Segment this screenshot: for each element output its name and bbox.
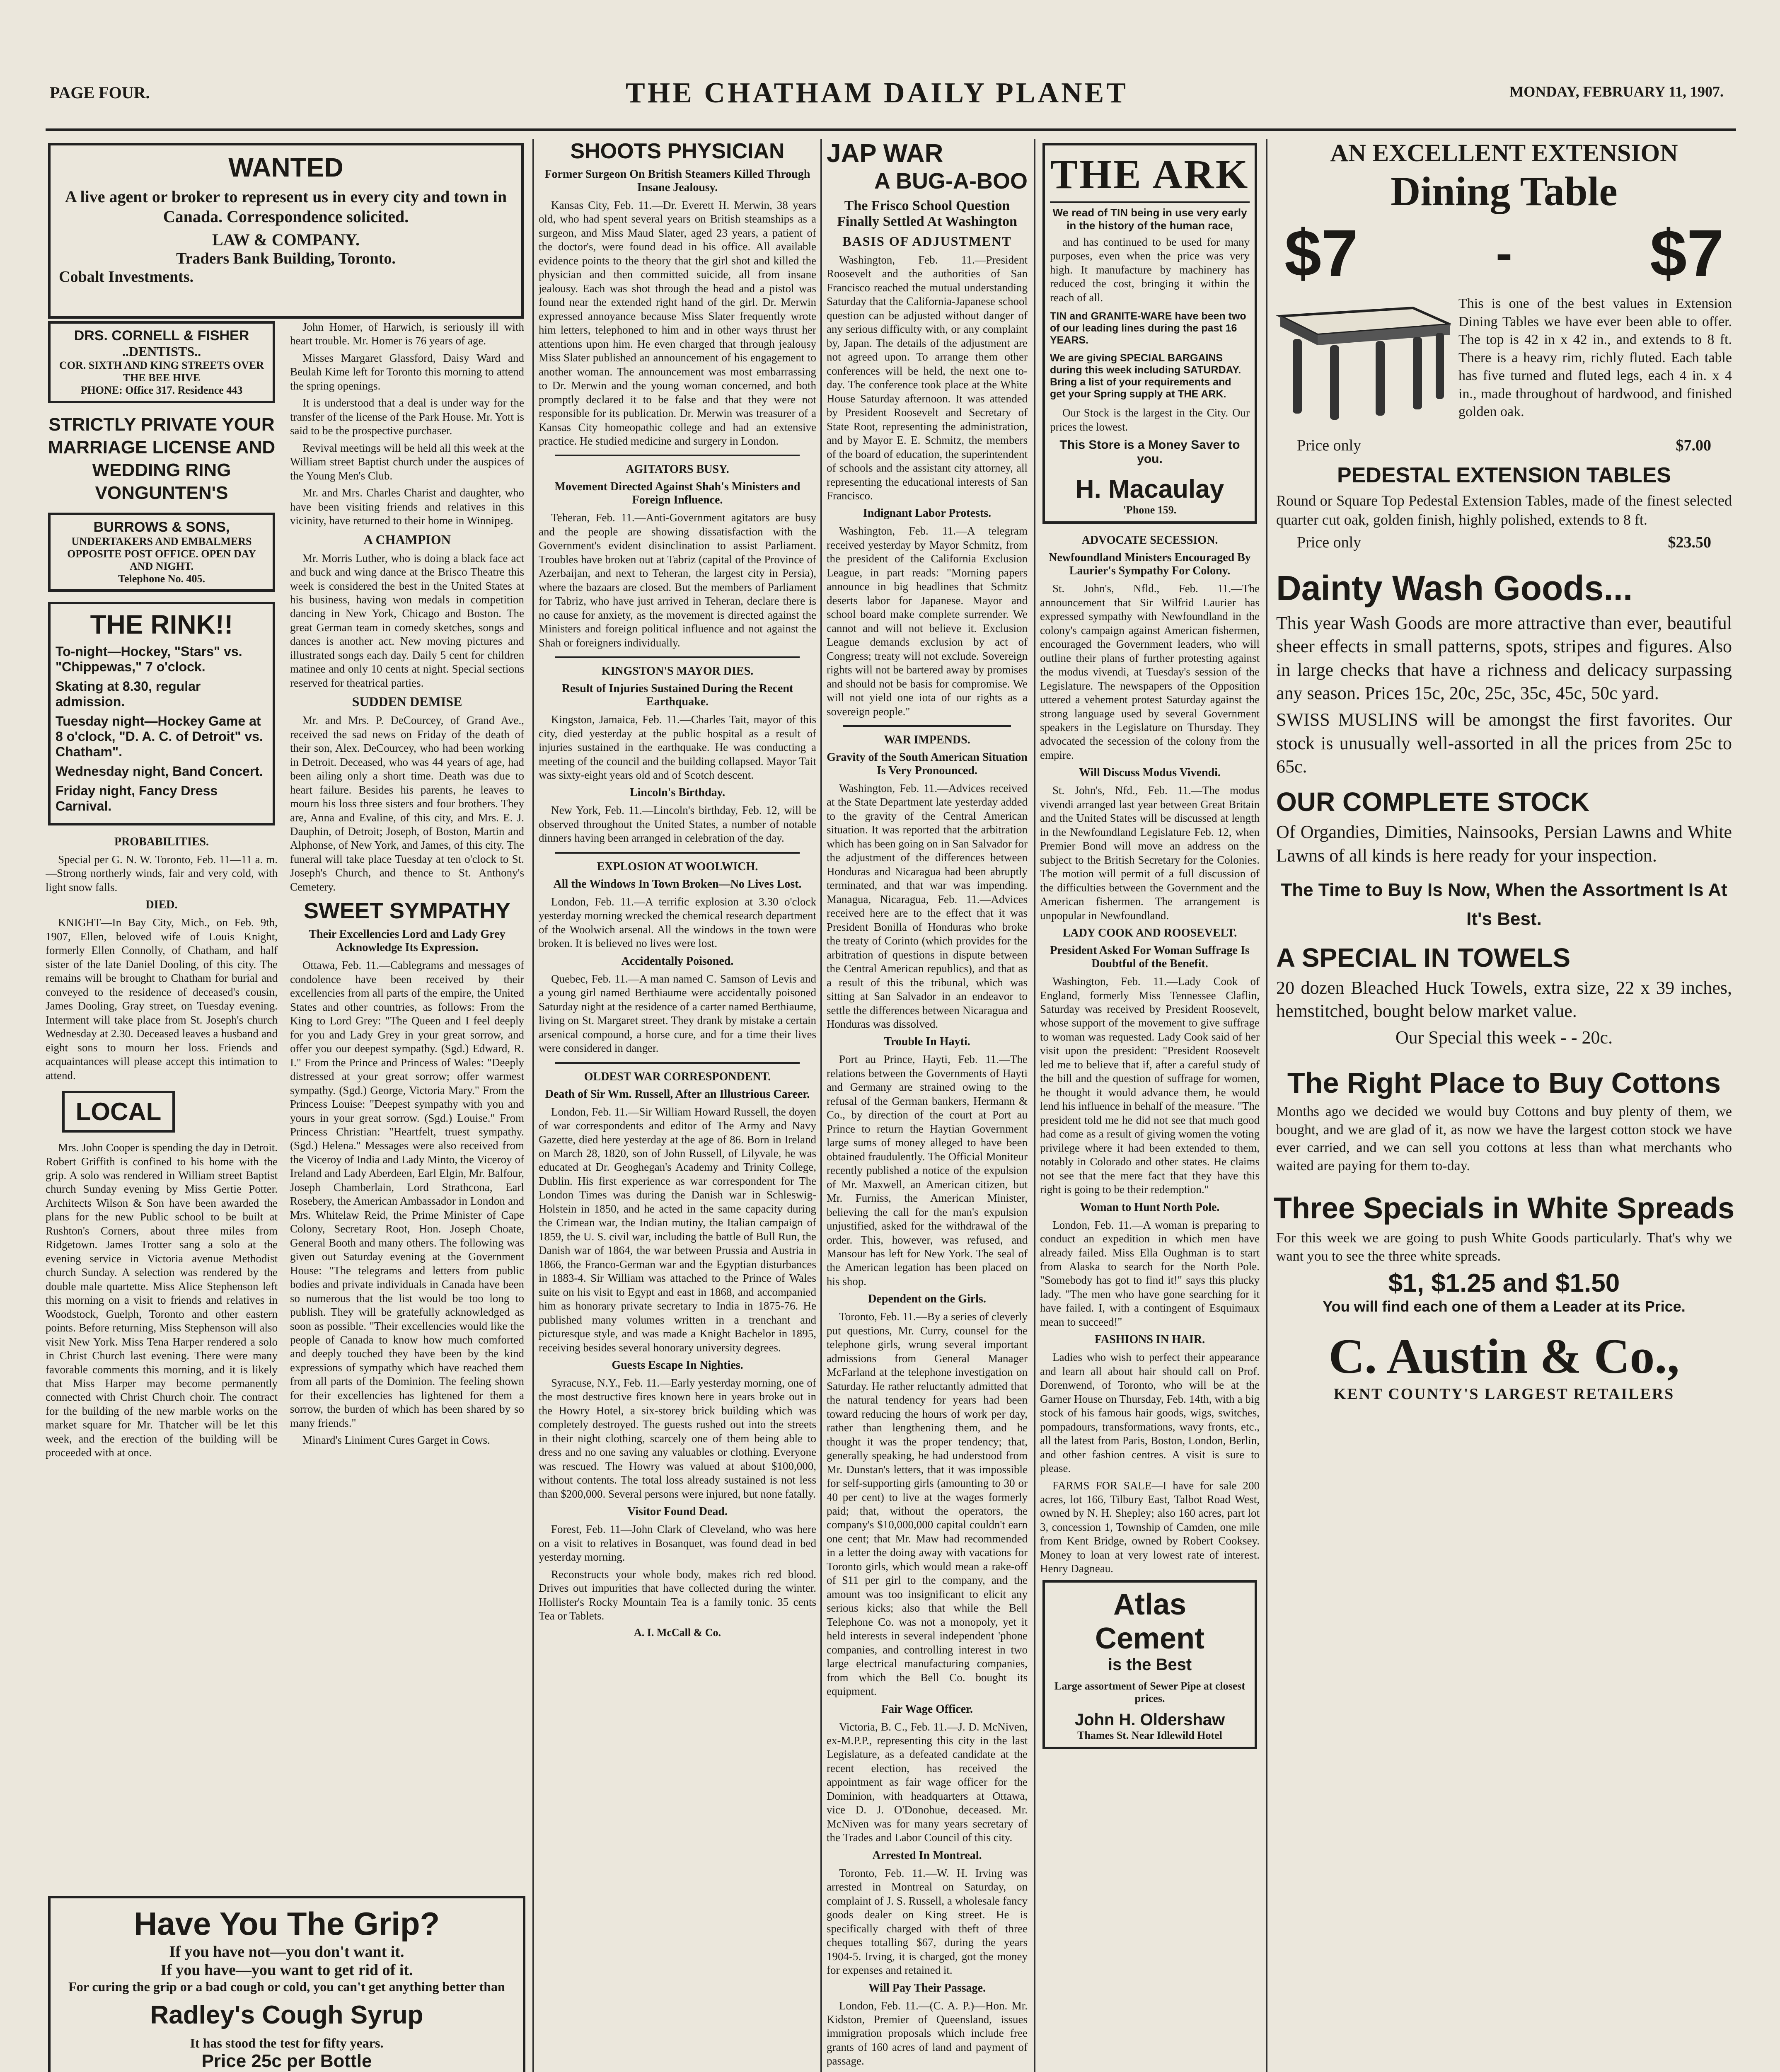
swiss-muslins-body: SWISS MUSLINS will be amongst the first favorites. Our stock is unusually well-assorted in all the prices from 25c to 65c.	[1276, 709, 1732, 777]
probabilities-body: Special per G. N. W. Toronto, Feb. 11—11 a. m.—Strong northerly winds, fair and very cold, with light snow falls.	[46, 853, 278, 893]
stock-body: Of Organdies, Dimities, Nainsooks, Persian Lawns and White Lawns of all kinds is here ready for your inspection.	[1276, 822, 1732, 866]
license-ad: STRICTLY PRIVATE YOUR MARRIAGE LICENSE AND WEDDING RING VONGUNTEN'S	[48, 414, 276, 503]
column-2	[539, 139, 816, 2072]
pedestal-heading: PEDESTAL EXTENSION TABLES	[1337, 463, 1671, 487]
visitor-heading: Visitor Found Dead.	[627, 1505, 728, 1518]
girls-heading: Dependent on the Girls.	[868, 1293, 986, 1306]
column-1	[46, 139, 526, 2072]
woolwich-body: London, Feb. 11.—A terrific explosion at 3.30 o'clock yesterday morning wrecked the chemical research department of the Woolwich arsenal. All the windows in the town were broken. It is believed no lives were lost.	[539, 895, 816, 950]
minard-ad: Minard's Liniment Cures Garget in Cows.	[302, 1434, 490, 1447]
oldest-body: London, Feb. 11.—Sir William Howard Russell, the doyen of war correspondents and editor of The Army and Navy Gazette, died here yesterday at the age of 86. Born in Ireland on March 28, 1820, son of John Russell, of Lilyvale, he was educated at Dr. Geoghegan's Academy and Trinity College, Dublin. His first experience as war correspondent for The London Times was during the Danish war in Schleswig-Holstein in 1850, and he acted in the same capacity during the Crimean war, the Indian mutiny, the Italian campaign of 1859, the U. S. civil war, including the battle of Bull Run, the Danish war of 1864, the war between Prussia and Austria in 1866, the Franco-German war and the Egyptian disturbances in 1883-4. Sir William was attached to the Prince of Wales suite on his visit to Egypt and east in 1868, and accompanied him as honorary private secretary to India in 1875-76. He published many volumes written in a trenchant and picturesque style, and was made a Knight Bachelor in 1895, receiving besides several honorary university degrees.	[539, 1105, 816, 1354]
hayti-heading: Trouble In Hayti.	[884, 1035, 970, 1048]
local-box	[62, 1091, 175, 1133]
sympathy-subheading: Their Excellencies Lord and Lady Grey Acknowledge Its Expression.	[309, 928, 505, 954]
column-5-austin-ad	[1272, 139, 1736, 2072]
secession-heading: ADVOCATE SECESSION.	[1081, 534, 1218, 547]
extension-prices	[1272, 215, 1736, 291]
grip-line-3: For curing the grip or a bad cough or cold, you can't get anything better than	[68, 1979, 505, 1994]
shoots-body: Kansas City, Feb. 11.—Dr. Everett H. Merwin, 38 years old, who had spent several years on British steamships as a surgeon, and Miss Maud Slater, aged 23 years, a patient of the doctor's, were found dead in his office. All available evidence points to the theory that the girl shot and killed the physician and then committed suicide, all from insane jealousy. Each was shot through the head and a pistol was found near the extended right hand of the girl. Dr. Merwin expressed annoyance because Miss Slater frequently wrote him letters, telephoned to him and in other ways thrust her attentions upon him. He even charged that through jealousy Miss Slater published an announcement of his engagement to another woman. The announcement was most embarrassing to Dr. Merwin and the young woman concerned, and both promptly declared it to be false and that they were not responsible for its publication. Dr. Merwin was treasurer of a Kansas City homeopathic college and had an extensive practice. He studied medicine and surgery in London.	[539, 199, 816, 447]
agitators-heading: AGITATORS BUSY.	[626, 463, 729, 476]
ark-ad	[1042, 143, 1257, 524]
atlas-cement-ad	[1042, 1580, 1257, 1749]
cottons-body: Months ago we decided we would buy Cottons and buy plenty of them, we bought, and we are glad of it, as now we have the largest cotton stock we have ever carried, and we can sell you cottons at less than what merchants who waited are paying for them to-day.	[1276, 1104, 1732, 1174]
pedestal-price-label: Price only	[1297, 534, 1362, 552]
rink-line-2: Skating at 8.30, regular admission.	[56, 679, 201, 709]
rule	[555, 656, 800, 658]
woolwich-subheading: All the Windows In Town Broken—No Lives Lost.	[553, 877, 802, 891]
escape-body: Syracuse, N.Y., Feb. 11.—Early yesterday morning, one of the most destructive fires known here in years broke out in the Howry Hotel, a six-storey brick building which was completely destroyed. The guests rushed out into the streets in their night clothing, scarcely one of them being able to dress and no one saving any valuables or clothing. Everyone was rescued. The Howry was valued at about $100,000, without contents. The total loss already sustained is not less than $200,000. Several persons were injured, but none fatally.	[539, 1377, 816, 1500]
dentists-phone: PHONE: Office 317. Residence 443	[80, 384, 243, 396]
spreads-body: For this week we are going to push White Goods particularly. That's why we want you to see the three white spreads.	[1276, 1230, 1732, 1264]
rule	[555, 455, 800, 456]
kingston-body: Kingston, Jamaica, Feb. 11.—Charles Tait, mayor of this city, died yesterday at the public hospital as a result of injuries sustained in the earthquake. He was conducting a meeting of the council and the building collapsed. Mayor Tait was sixty-eight years old and of Scotch descent.	[539, 713, 816, 781]
towels-body: 20 dozen Bleached Huck Towels, extra size, 22 x 39 inches, hemstitched, bought below market value.	[1276, 977, 1732, 1021]
spreads-heading: Three Specials in White Spreads	[1273, 1192, 1735, 1225]
wash-goods-body: This year Wash Goods are more attractive than ever, beautiful sheer effects in small patterns, spots, stripes and figures. Also in large checks that have a richness and delicacy surpassing any season. Prices 15c, 20c, 25c, 35c, 45c, 50c yard.	[1276, 613, 1732, 704]
pedestal-price-line	[1297, 533, 1711, 552]
ark-line-6: This Store is a Money Saver to you.	[1059, 438, 1240, 466]
poisoned-body: Quebec, Feb. 11.—A man named C. Samson of Levis and a young girl named Berthiaume were accidentally poisoned Saturday night at the residence of a carter named Berthiaume, living on St. Margaret street. They drank by mistake a certain arsenical compound, a horse cure, and for a time their lives were considered in danger.	[539, 972, 816, 1055]
indignant-heading: Indignant Labor Protests.	[863, 507, 992, 520]
rule	[1050, 201, 1250, 203]
column-3	[827, 139, 1028, 2072]
burrows-name: BURROWS & SONS,	[93, 519, 230, 535]
time-to-buy: The Time to Buy Is Now, When the Assortment Is At It's Best.	[1281, 879, 1727, 929]
farms-ad: FARMS FOR SALE—I have for sale 200 acres, lot 166, Tilbury East, Talbot Road West, owned by N. H. Shepley; also 160 acres, part lot 3, concession 1, Township of Camden, one mile from Kent Bridge, owned by Robert Cooksey. Money to loan at very lowest rate of interest. Henry Dagneau.	[1040, 1479, 1260, 1575]
atlas-merchant: John H. Oldershaw	[1074, 1710, 1225, 1729]
ark-line-2: and has continued to be used for many purposes, even when the price was very high. It manufacture by machinery has reduced the cost, bringing it within the reach of all.	[1050, 236, 1250, 304]
newspaper-title: THE CHATHAM DAILY PLANET	[626, 77, 1128, 109]
atlas-line-4: Large assortment of Sewer Pipe at closest prices.	[1054, 1680, 1246, 1704]
jap-subheading: The Frisco School Question Finally Settled At Washington	[837, 198, 1017, 229]
escape-heading: Guests Escape In Nighties.	[612, 1359, 743, 1372]
wanted-firm: LAW & COMPANY.	[212, 230, 360, 249]
column-rule	[820, 139, 822, 2072]
passage-body: London, Feb. 11.—(C. A. P.)—Hon. Mr. Kidston, Premier of Queensland, issues immigration proposals which include free grants of 160 acres of land and payment of passage.	[827, 1999, 1028, 2067]
cook-heading: LADY COOK AND ROOSEVELT.	[1062, 927, 1237, 940]
probabilities-heading: PROBABILITIES.	[114, 835, 209, 848]
rink-line-4: Wednesday night, Band Concert.	[56, 764, 263, 779]
pole-heading: Woman to Hunt North Pole.	[1080, 1201, 1220, 1214]
austin-tagline: KENT COUNTY'S LARGEST RETAILERS	[1333, 1385, 1675, 1403]
oldest-heading: OLDEST WAR CORRESPONDENT.	[584, 1070, 771, 1083]
ark-phone: 'Phone 159.	[1123, 504, 1177, 516]
rink-heading: THE RINK!!	[90, 610, 233, 639]
atlas-line-2: Cement	[1095, 1622, 1205, 1655]
burrows-hours: OPPOSITE POST OFFICE. OPEN DAY AND NIGHT.	[67, 548, 256, 572]
dentists-address: COR. SIXTH AND KING STREETS OVER THE BEE HIVE	[59, 359, 264, 384]
demise-heading: SUDDEN DEMISE	[352, 694, 462, 709]
grip-ad	[48, 1896, 525, 2072]
wanted-tail: Cobalt Investments.	[59, 268, 194, 286]
fashion-heading: FASHIONS IN HAIR.	[1094, 1333, 1205, 1346]
poisoned-heading: Accidentally Poisoned.	[621, 954, 734, 968]
rule	[555, 852, 800, 854]
pole-body: London, Feb. 11.—A woman is preparing to conduct an expedition in which men have already failed. Miss Ella Oughman is to start from Alaska to search for the North Pole. "Somebody has got to find it!" says this plucky lady. "The men who have gone searching for it have failed. I, with a contingent of Esquimaux mean to succeed!"	[1040, 1218, 1260, 1328]
cook-body: Washington, Feb. 11.—Lady Cook of England, formerly Miss Tennessee Claflin, Saturday was received by President Roosevelt, whose support of the movement to give suffrage to woman was requested. Lady Cook said of her visit upon the president: "President Roosevelt led me to believe that if, after a careful study of the bill and the question of suffrage for women, he thought it would advance them, he would lend his influence in behalf of the measure. "The president told me he did not see that much good had come as a result of giving women the voting privilege where it had been extended to them, notably in Colorado and other states. He claims not see that the mere fact that they have this right is going to be their redemption."	[1040, 975, 1260, 1196]
pedestal-price-value: $23.50	[1668, 534, 1711, 552]
jap-heading-1: JAP WAR	[827, 139, 943, 168]
arrest-heading: Arrested In Montreal.	[872, 1849, 982, 1862]
rocky-tea-signature: A. I. McCall & Co.	[634, 1626, 721, 1639]
burrows-ad	[48, 513, 275, 592]
agitators-subheading: Movement Directed Against Shah's Ministers and Foreign Influence.	[554, 480, 801, 507]
burrows-line: UNDERTAKERS AND EMBALMERS	[71, 535, 252, 547]
extension-price-right: $7	[1650, 216, 1724, 290]
ark-line-3: TIN and GRANITE-WARE have been two of our leading lines during the past 16 YEARS.	[1050, 310, 1246, 346]
fashion-body: Ladies who wish to perfect their appearance and learn all about hair should call on Prof. Dorenwend, of Toronto, who will be at the Garner House on Thursday, Feb. 14th, with a big stock of his famous hair goods, wigs, switches, pompadours, transformations, wavy fronts, etc., all the latest from Paris, Boston, London, Berlin, and other fashion centres. A visit is sure to please.	[1040, 1351, 1260, 1475]
died-heading: DIED.	[145, 898, 178, 912]
towels-special: Our Special this week - - 20c.	[1395, 1027, 1613, 1048]
burrows-phone: Telephone No. 405.	[118, 573, 205, 585]
rink-line-3: Tuesday night—Hockey Game at 8 o'clock, "D. A. C. of Detroit" vs. Chatham".	[56, 714, 263, 759]
atlas-address: Thames St. Near Idlewild Hotel	[1077, 1729, 1222, 1741]
hayti-body: Port au Prince, Hayti, Feb. 11.—The relations between the Governments of Hayti and Germany are strained owing to the refusal of the German bankers, Hermann & Co., by direction of the court at Port au Prince to return the Haytian Government large sums of money alleged to have been obtained fraudulently. The Official Moniteur recently published a notice of the expulsion of Mr. Maxwell, an American citizen, but Mr. Furniss, the American Minister, believing the call for the man's expulsion unjustified, asked for the withdrawal of the order. This, however, was refused, and Mansour has left for New York. The seal of the American legation has been placed on his shop.	[827, 1053, 1028, 1288]
atlas-line-1: Atlas	[1113, 1588, 1187, 1621]
fair-wage-heading: Fair Wage Officer.	[881, 1702, 973, 1716]
rink-line-5: Friday night, Fancy Dress Carnival.	[56, 783, 218, 813]
war-subheading: Gravity of the South American Situation Is Very Pronounced.	[827, 751, 1028, 777]
local-item-3: It is understood that a deal is under way for the transfer of the license of the Park House. Mr. Yott is said to be the prospective purchaser.	[290, 397, 524, 437]
war-body: Washington, Feb. 11.—Advices received at the State Department late yesterday added to the gravity of the Central American situation. It was reported that the arbitration which has been going on in San Salvador for the adjustment of the differences between Honduras and Nicaragua had been abruptly terminated, and that war was impending. Managua, Nicaragua, Feb. 11.—Advices received here are to the effect that it was President Bonilla of Honduras who broke the treaty of Corinto (which provides for the arbitration of questions in dispute between the Central American republics), and that as a result of this the tribunal, which was sitting at San Salvador in an endeavor to settle the differences between Nicaragua and Honduras was dissolved.	[827, 782, 1028, 1030]
austin-name: C. Austin & Co.,	[1328, 1329, 1680, 1384]
rink-line-1: To-night—Hockey, "Stars" vs. "Chippewas," 7 o'clock.	[56, 644, 242, 674]
local-item-2: Misses Margaret Glassford, Daisy Ward and Beulah Kime left for Toronto this morning to attend the spring openings.	[290, 351, 524, 392]
lincoln-body: New York, Feb. 11.—Lincoln's birthday, Feb. 12, will be observed throughout the United States, a number of notable dinners having been arranged in celebration of the day.	[539, 804, 816, 845]
grip-stood: It has stood the test for fifty years.	[190, 2036, 384, 2050]
rule	[843, 725, 1011, 727]
grip-line-2: If you have—you want to get rid of it.	[160, 1961, 413, 1979]
wanted-body: A live agent or broker to represent us in every city and town in Canada. Correspondence solicited.	[65, 187, 507, 226]
secession-subheading: Newfoundland Ministers Encouraged By Laurier's Sympathy For Colony.	[1049, 551, 1251, 578]
lincoln-heading: Lincoln's Birthday.	[629, 786, 726, 799]
local-item-4: Revival meetings will be held all this week at the William street Baptist church under the auspices of the Young Men's Club.	[290, 441, 524, 482]
newspaper-page	[46, 66, 1736, 2072]
ark-merchant: H. Macaulay	[1075, 475, 1224, 504]
dentists-ad	[48, 321, 275, 403]
visitor-body: Forest, Feb. 11—John Clark of Cleveland, who was here on a visit to relatives in Bosanquet, was found dead in bed yesterday morning.	[539, 1523, 816, 1564]
spreads-leader: You will find each one of them a Leader at its Price.	[1323, 1298, 1686, 1315]
basis-body: Washington, Feb. 11.—President Roosevelt and the authorities of San Francisco reached the mutual understanding Saturday that the California-Japanese school question can be adjusted without danger of any serious difficulty with, or any complaint by, Japan. The details of the adjustment are not agreed upon. To arrange them other conferences will be held, the next one to-day. The conference took place at the White House Saturday afternoon. It was attended by President Roosevelt and Secretary of State Root, representing the administration, and by Mayor E. E. Schmitz, the members of the board of education, the superintendent of schools and the assistant city attorney, all representing the educational interests of San Francisco.	[827, 254, 1028, 502]
local-heading: LOCAL	[75, 1098, 162, 1126]
local-items: Mrs. John Cooper is spending the day in Detroit. Robert Griffith is confined to his home with the grip. A solo was rendered in William street Baptist church Sunday evening by Miss Gertie Potter. Architects Wilson & Son have been awarded the plans for the new Public school to be built at Rushton's Corners, about three miles from Ridgetown. James Trotter sang a solo at the evening service in Victoria avenue Methodist church Sunday. A selection was rendered by the double male quartette. Miss Alice Stephenson left this morning on a visit to friends and relatives in Woodstock, Guelph, Toronto and other eastern points. Before returning, Miss Stephenson will also visit New York. Miss Tena Harper rendered a solo in Christ Church last evening. There were many favorable comments this morning, and it is likely that Miss Harper may become permanently connected with Christ Church choir. The contract for the building of the new marble works on the market square for Mr. Thatcher will be let this week, and the erection of the building will be proceeded with at once.	[46, 1141, 278, 1459]
sympathy-heading: SWEET SYMPATHY	[303, 898, 511, 924]
rocky-tea-ad: Reconstructs your whole body, makes rich red blood. Drives out impurities that have collected during the winter. Hollister's Rocky Mountain Tea is a family tonic. 35 cents Tea or Tablets.	[539, 1568, 816, 1622]
column-rule	[1034, 139, 1035, 2072]
col1-right-news	[290, 317, 524, 1451]
column-rule	[532, 139, 534, 2072]
extension-body: This is one of the best values in Extension Dining Tables we have ever been able to offer. The top is 42 in x 42 in., and extends to 8 ft. There is a heavy rim, richly fluted. Each table has five turned and fluted legs, each 4 in. x 4 in., made throughout of hardwood, and finished golden oak.	[1458, 296, 1732, 420]
ark-line-5: Our Stock is the largest in the City. Our prices the lowest.	[1050, 407, 1250, 433]
towels-heading: A SPECIAL IN TOWELS	[1276, 942, 1570, 973]
agitators-body: Teheran, Feb. 11.—Anti-Government agitators are busy and the people are showing dissatisfaction with the Government's evident disinclination to assist Parliament. Troubles have broken out at Tabriz (capital of the Province of Azerbaijan, and next to Teheran, the largest city in Persia), where the bazaars are closed. But the members of Parliament for Tabriz, who have just arrived in Teheran, declare there is no cause for anxiety, as the movement is directed against the Ministers and foreign political influence and not against the Shah or foreigners individually.	[539, 511, 816, 649]
ark-heading: THE ARK	[1050, 151, 1250, 197]
oldest-subheading: Death of Sir Wm. Russell, After an Illustrious Career.	[545, 1087, 810, 1101]
masthead	[46, 66, 1736, 131]
wash-goods-heading: Dainty Wash Goods...	[1276, 569, 1633, 608]
indignant-body: Washington, Feb. 11.—A telegram received yesterday by Mayor Schmitz, from the president of the California Exclusion League, in part reads: "Morning papers announce in big headlines that Schmitz deserts labor for Japanese. Mayor and school board make complete surrender. We cannot and will not believe it. Exclusion League demands exclusion by act of Congress; treaty will not exclude. Sovereign rights will not be bartered away by promises and should not be basis for compromise. We will not yield one iota of our rights as a sovereign people."	[827, 525, 1028, 718]
issue-date: MONDAY, FEBRUARY 11, 1907.	[1509, 83, 1724, 100]
extension-subheading: Dining Table	[1391, 168, 1618, 214]
shoots-subheading: Former Surgeon On British Steamers Killed Through Insane Jealousy.	[544, 168, 810, 194]
rink-ad	[48, 602, 275, 825]
champion-heading: A CHAMPION	[363, 532, 451, 547]
extension-heading: AN EXCELLENT EXTENSION	[1330, 139, 1678, 167]
pedestal-body: Round or Square Top Pedestal Extension Tables, made of the finest selected quarter cut oak, golden finish, highly polished, extends to 8 ft.	[1276, 492, 1732, 528]
page-label: PAGE FOUR.	[50, 83, 150, 102]
column-rule	[1266, 139, 1267, 2072]
atlas-line-3: is the Best	[1108, 1655, 1192, 1674]
girls-body: Toronto, Feb. 11.—By a series of cleverly put questions, Mr. Curry, counsel for the telephone girls, wrung several important admissions from General Manager McFarland at the telephone investigation on Saturday. He rather reluctantly admitted that the natural tendency for years had been toward reducing the hours of work per day, rather than lengthening them, and he thought it was the proper tendency; that, generally speaking, he had understood from Mr. Dunstan's letters, that it was impossible for self-supporting girls (amounting to 30 or 40 per cent) to live at the wages formerly paid; that, without the operators, the company's $10,000,000 capital couldn't earn one cent; that Mr. Maw had recommended in a letter the doing away with vacations for Toronto girls, which would mean a rake-off of $11 per girl to the company, and the amount was too insignificant to elicit any serious kicks; also that while the Bell Telephone Co. was not a monopoly, yet it held interests in several independent 'phone companies, and controlling interest in two large electrical manufacturing companies, from which the Bell Co. bought its equipment.	[827, 1310, 1028, 1698]
local-item-5: Mr. and Mrs. Charles Charist and daughter, who have been visiting friends and relatives in this vicinity, have returned to their home in Winnipeg.	[290, 487, 524, 527]
dining-table-illustration	[1272, 300, 1454, 424]
rule	[555, 1062, 800, 1064]
ark-line-4: We are giving SPECIAL BARGAINS during this week including SATURDAY. Bring a list of your requirements and get your Spring supply at THE ARK.	[1050, 352, 1241, 400]
demise-body: Mr. and Mrs. P. DeCourcey, of Grand Ave., received the sad news on Friday of the death of their son, Alex. DeCourcey, who had been working in Detroit. Deceased, who was 44 years of age, had been ailing only a short time. Death was due to heart failure. Besides his parents, he leaves to mourn his loss three sisters and four brothers. They are, Anna and Evaline, of this city, and Mrs. E. J. Dauphin, of Detroit; Joseph, of Boston, Martin and Alphonse, of New York, and James, of this city. The funeral will take place Tuesday at ten o'clock to St. Joseph's Church, and thence to St. Anthony's Cemetery.	[290, 714, 524, 893]
modus-body: St. John's, Nfd., Feb. 11.—The modus vivendi arranged last year between Great Britain and the United States will be discussed at length in the Newfoundland Legislature Feb. 12, when Premier Bond will move an address on the subject to the British Secretary for the Colonies. The motion will permit of a full discussion of the difficulties between the Government and the American fishermen. The arrangement is unpopular in Newfoundland.	[1040, 784, 1260, 922]
wanted-address: Traders Bank Building, Toronto.	[176, 250, 396, 267]
extension-price-label: Price only	[1297, 437, 1362, 454]
extension-price-left: $7	[1284, 216, 1358, 290]
local-item-1: John Homer, of Harwich, is seriously ill with heart trouble. Mr. Homer is 76 years of age.	[290, 321, 524, 347]
grip-product: Radley's Cough Syrup	[150, 2001, 423, 2029]
ark-line-1: We read of TIN being in use very early in the history of the human race,	[1052, 206, 1247, 232]
dentists-name: DRS. CORNELL & FISHER	[74, 328, 249, 344]
died-body: KNIGHT—In Bay City, Mich., on Feb. 9th, 1907, Ellen, beloved wife of Louis Knight, formerly Ellen Connolly, of Chatham, and half sister of the late Daniel Dooling, of this city. The remains will be brought to Chatham for burial and conveyed to the residence of deceased's cousin, James Dooling, Gray street, on Tuesday evening. Interment will take place from St. Joseph's church Wednesday at 2.30. Deceased leaves a husband and eight sons to mourn her loss. Friends and acquaintances will please accept this intimation to attend.	[46, 916, 278, 1082]
dentists-title: ..DENTISTS..	[122, 344, 201, 359]
kingston-heading: KINGSTON'S MAYOR DIES.	[601, 665, 754, 678]
champion-body: Mr. Morris Luther, who is doing a black face act and buck and wing dance at the Brisco Theatre this week is considered the best in the United States at his business, having won medals in competition dancing in New York, Chicago and Boston. The great German team in comedy sketches, songs and dances is another act. New moving pictures and illustrated songs each day. Daily 5 cent for children matinee and only 10 cents at night. Special sections reserved for theatrical parties.	[290, 552, 524, 689]
sympathy-body: Ottawa, Feb. 11.—Cablegrams and messages of condolence have been received by their excellencies from all parts of the empire, the United States and other countries, as follows: From the King to Lord Grey: "The Queen and I feel deeply for you and Lady Grey in your great sorrow, and offer you our deepest sympathy. (Sgd.) Edward, R. I." From the Prince and Princess of Wales: "Deeply distressed at your great sorrow; offer warmest sympathy. (Sgd.) George, Victoria Mary." From the Princess Louise: "Deepest sympathy with you and yours in your great sorrow. (Sgd.) Louise." From Princess Christian: "Heartfelt, truest sympathy. (Sgd.) Helena." Messages were also received from the Viceroy of India and Lady Minto, the Viceroy of Ireland and Lady Aberdeen, Earl Elgin, Mr. Balfour, Joseph Chamberlain, Lord Strathcona, Earl Rosebery, the American Ambassador in London and Mrs. Whitelaw Reid, the Prime Minister of Cape Colony, Secretary Root, Hon. Joseph Choate, General Booth and many others. The following was given out Saturday evening at the Government House: "The telegrams and letters from public bodies and private individuals in Canada have been so numerous that the list would be too long to publish. They will be gratefully acknowledged as soon as possible. "Their excellencies would like the people of Canada to know how much comforted and deeply touched they have been by the kind expressions of sympathy which have reached them from all parts of the Dominion. The feeling shown for their excellencies has lightened for them a sorrow, the burden of which has been shared by so many friends."	[290, 959, 524, 1429]
grip-line-1: If you have not—you don't want it.	[169, 1943, 404, 1961]
woolwich-heading: EXPLOSION AT WOOLWICH.	[597, 860, 758, 873]
shoots-heading: SHOOTS PHYSICIAN	[570, 139, 785, 163]
war-heading: WAR IMPENDS.	[884, 733, 970, 746]
stock-heading: OUR COMPLETE STOCK	[1276, 787, 1590, 817]
passage-heading: Will Pay Their Passage.	[868, 1981, 986, 1995]
cook-subheading: President Asked For Woman Suffrage Is Doubtful of the Benefit.	[1050, 944, 1250, 971]
kingston-subheading: Result of Injuries Sustained During the Recent Earthquake.	[561, 682, 793, 709]
arrest-body: Toronto, Feb. 11.—W. H. Irving was arrested in Montreal on Saturday, on complaint of J. S. Russell, a wholesale fancy goods dealer on King street. He is specifically charged with theft of three cheques totalling $67, during the years 1904-5. Irving, it is charged, got the money for expenses and retained it.	[827, 1866, 1028, 1977]
wanted-ad	[48, 143, 524, 319]
secession-body: St. John's, Nfld., Feb. 11.—The announcement that Sir Wilfrid Laurier has expressed sympathy with Newfoundland in the colony's campaign against American fishermen, encouraged the Government leaders, who will outline their plans of further protesting against the modus vivendi, at Tuesday's session of the Legislature. The newspapers of the Opposition uttered a vehement protest Saturday against the strong language used by several Government speakers in the Legislature on Thursday. They advocated the secession of the colony from the empire.	[1040, 582, 1260, 761]
col1-left-ads	[46, 317, 278, 1463]
extension-detail	[1272, 291, 1736, 432]
wanted-heading: WANTED	[228, 152, 343, 182]
price-dash: -	[1496, 225, 1512, 281]
extension-price-value: $7.00	[1676, 437, 1711, 454]
column-4	[1040, 139, 1260, 2072]
grip-heading: Have You The Grip?	[133, 1905, 440, 1942]
basis-heading: BASIS OF ADJUSTMENT	[842, 234, 1012, 249]
fair-wage-body: Victoria, B. C., Feb. 11.—J. D. McNiven, ex-M.P.P., representing this city in the last Legislature, as a defeated candidate at the recent election, has received the appointment as fair wage officer for the Dominion, with headquarters at Ottawa, vice D. J. O'Donohue, deceased. Mr. McNiven was for many years secretary of the Trades and Labor Council of this city.	[827, 1720, 1028, 1844]
extension-price-line	[1297, 436, 1711, 455]
grip-price: Price 25c per Bottle	[201, 2051, 372, 2071]
jap-heading-2: A BUG-A-BOO	[874, 169, 1028, 194]
cottons-heading: The Right Place to Buy Cottons	[1287, 1066, 1721, 1099]
spreads-prices: $1, $1.25 and $1.50	[1388, 1269, 1620, 1298]
modus-heading: Will Discuss Modus Vivendi.	[1079, 766, 1221, 779]
